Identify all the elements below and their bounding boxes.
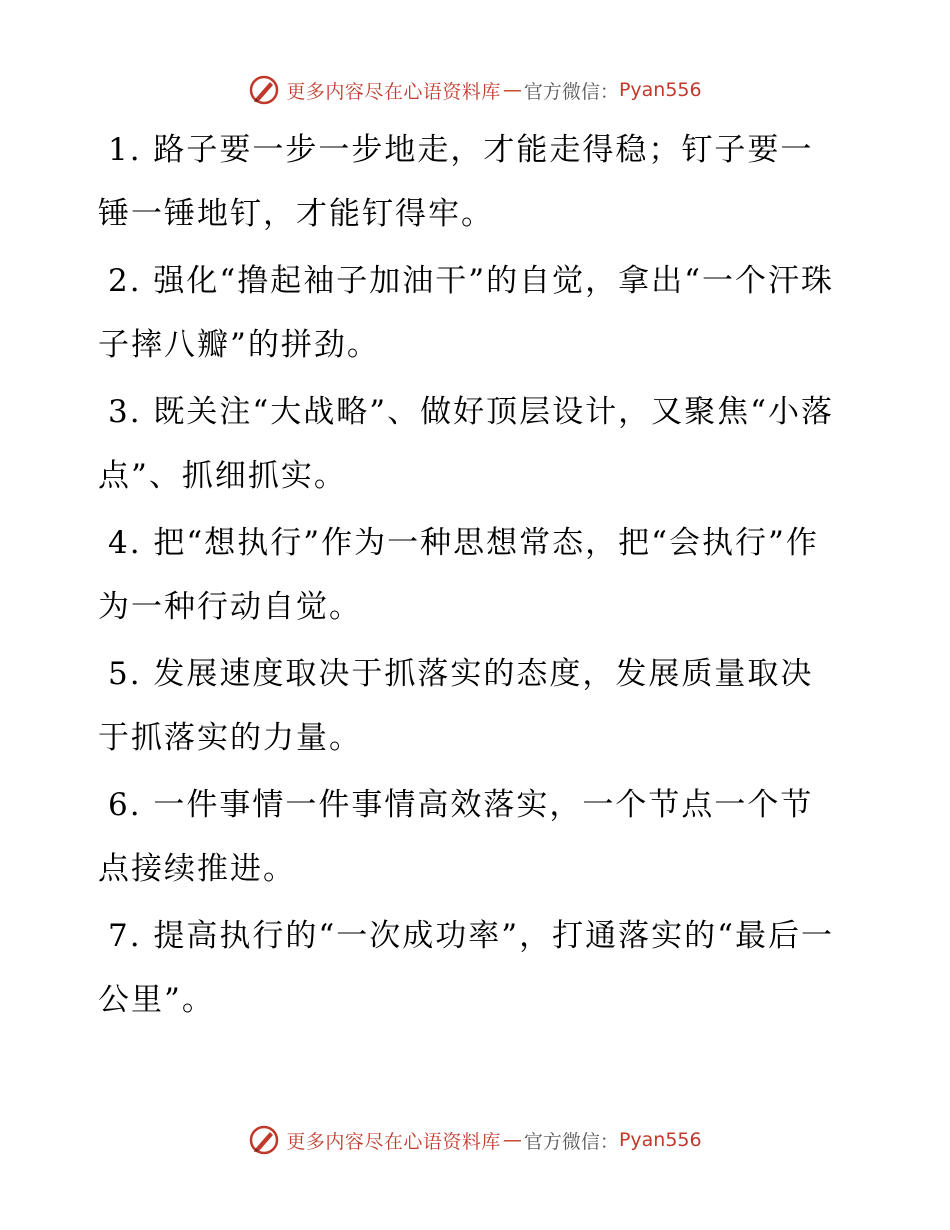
watermark-brand: 更多内容尽在心语资料库 xyxy=(286,1130,501,1153)
watermark-label: 官方微信： xyxy=(523,1130,619,1153)
watermark-brand: 更多内容尽在心语资料库 xyxy=(286,80,501,103)
list-item: 7. 提高执行的“一次成功率”，打通落实的“最后一公里”。 xyxy=(98,918,834,1018)
list-item: 5. 发展速度取决于抓落实的态度，发展质量取决于抓落实的力量。 xyxy=(98,656,814,756)
list-item: 4. 把“想执行”作为一种思想常态，把“会执行”作为一种行动自觉。 xyxy=(98,525,819,625)
watermark-id: Pyan556 xyxy=(618,79,702,101)
list-item: 2. 强化“撸起袖子加油干”的自觉，拿出“一个汗珠子摔八瓣”的拼劲。 xyxy=(98,263,834,363)
watermark-label: 官方微信： xyxy=(523,80,619,103)
list-item: 3. 既关注“大战略”、做好顶层设计，又聚焦“小落点”、抓细抓实。 xyxy=(98,394,834,494)
list-item: 1. 路子要一步一步地走，才能走得稳；钉子要一锤一锤地钉，才能钉得牢。 xyxy=(98,132,814,232)
pen-logo-icon xyxy=(248,1124,280,1156)
watermark-dash: — xyxy=(502,1129,522,1151)
pen-logo-icon xyxy=(248,74,280,106)
watermark-id: Pyan556 xyxy=(618,1129,702,1151)
header-watermark xyxy=(0,70,950,110)
watermark-dash: — xyxy=(502,79,522,101)
footer-watermark xyxy=(0,1120,950,1160)
document-body xyxy=(98,118,838,1035)
list-item: 6. 一件事情一件事情高效落实，一个节点一个节点接续推进。 xyxy=(98,787,814,887)
